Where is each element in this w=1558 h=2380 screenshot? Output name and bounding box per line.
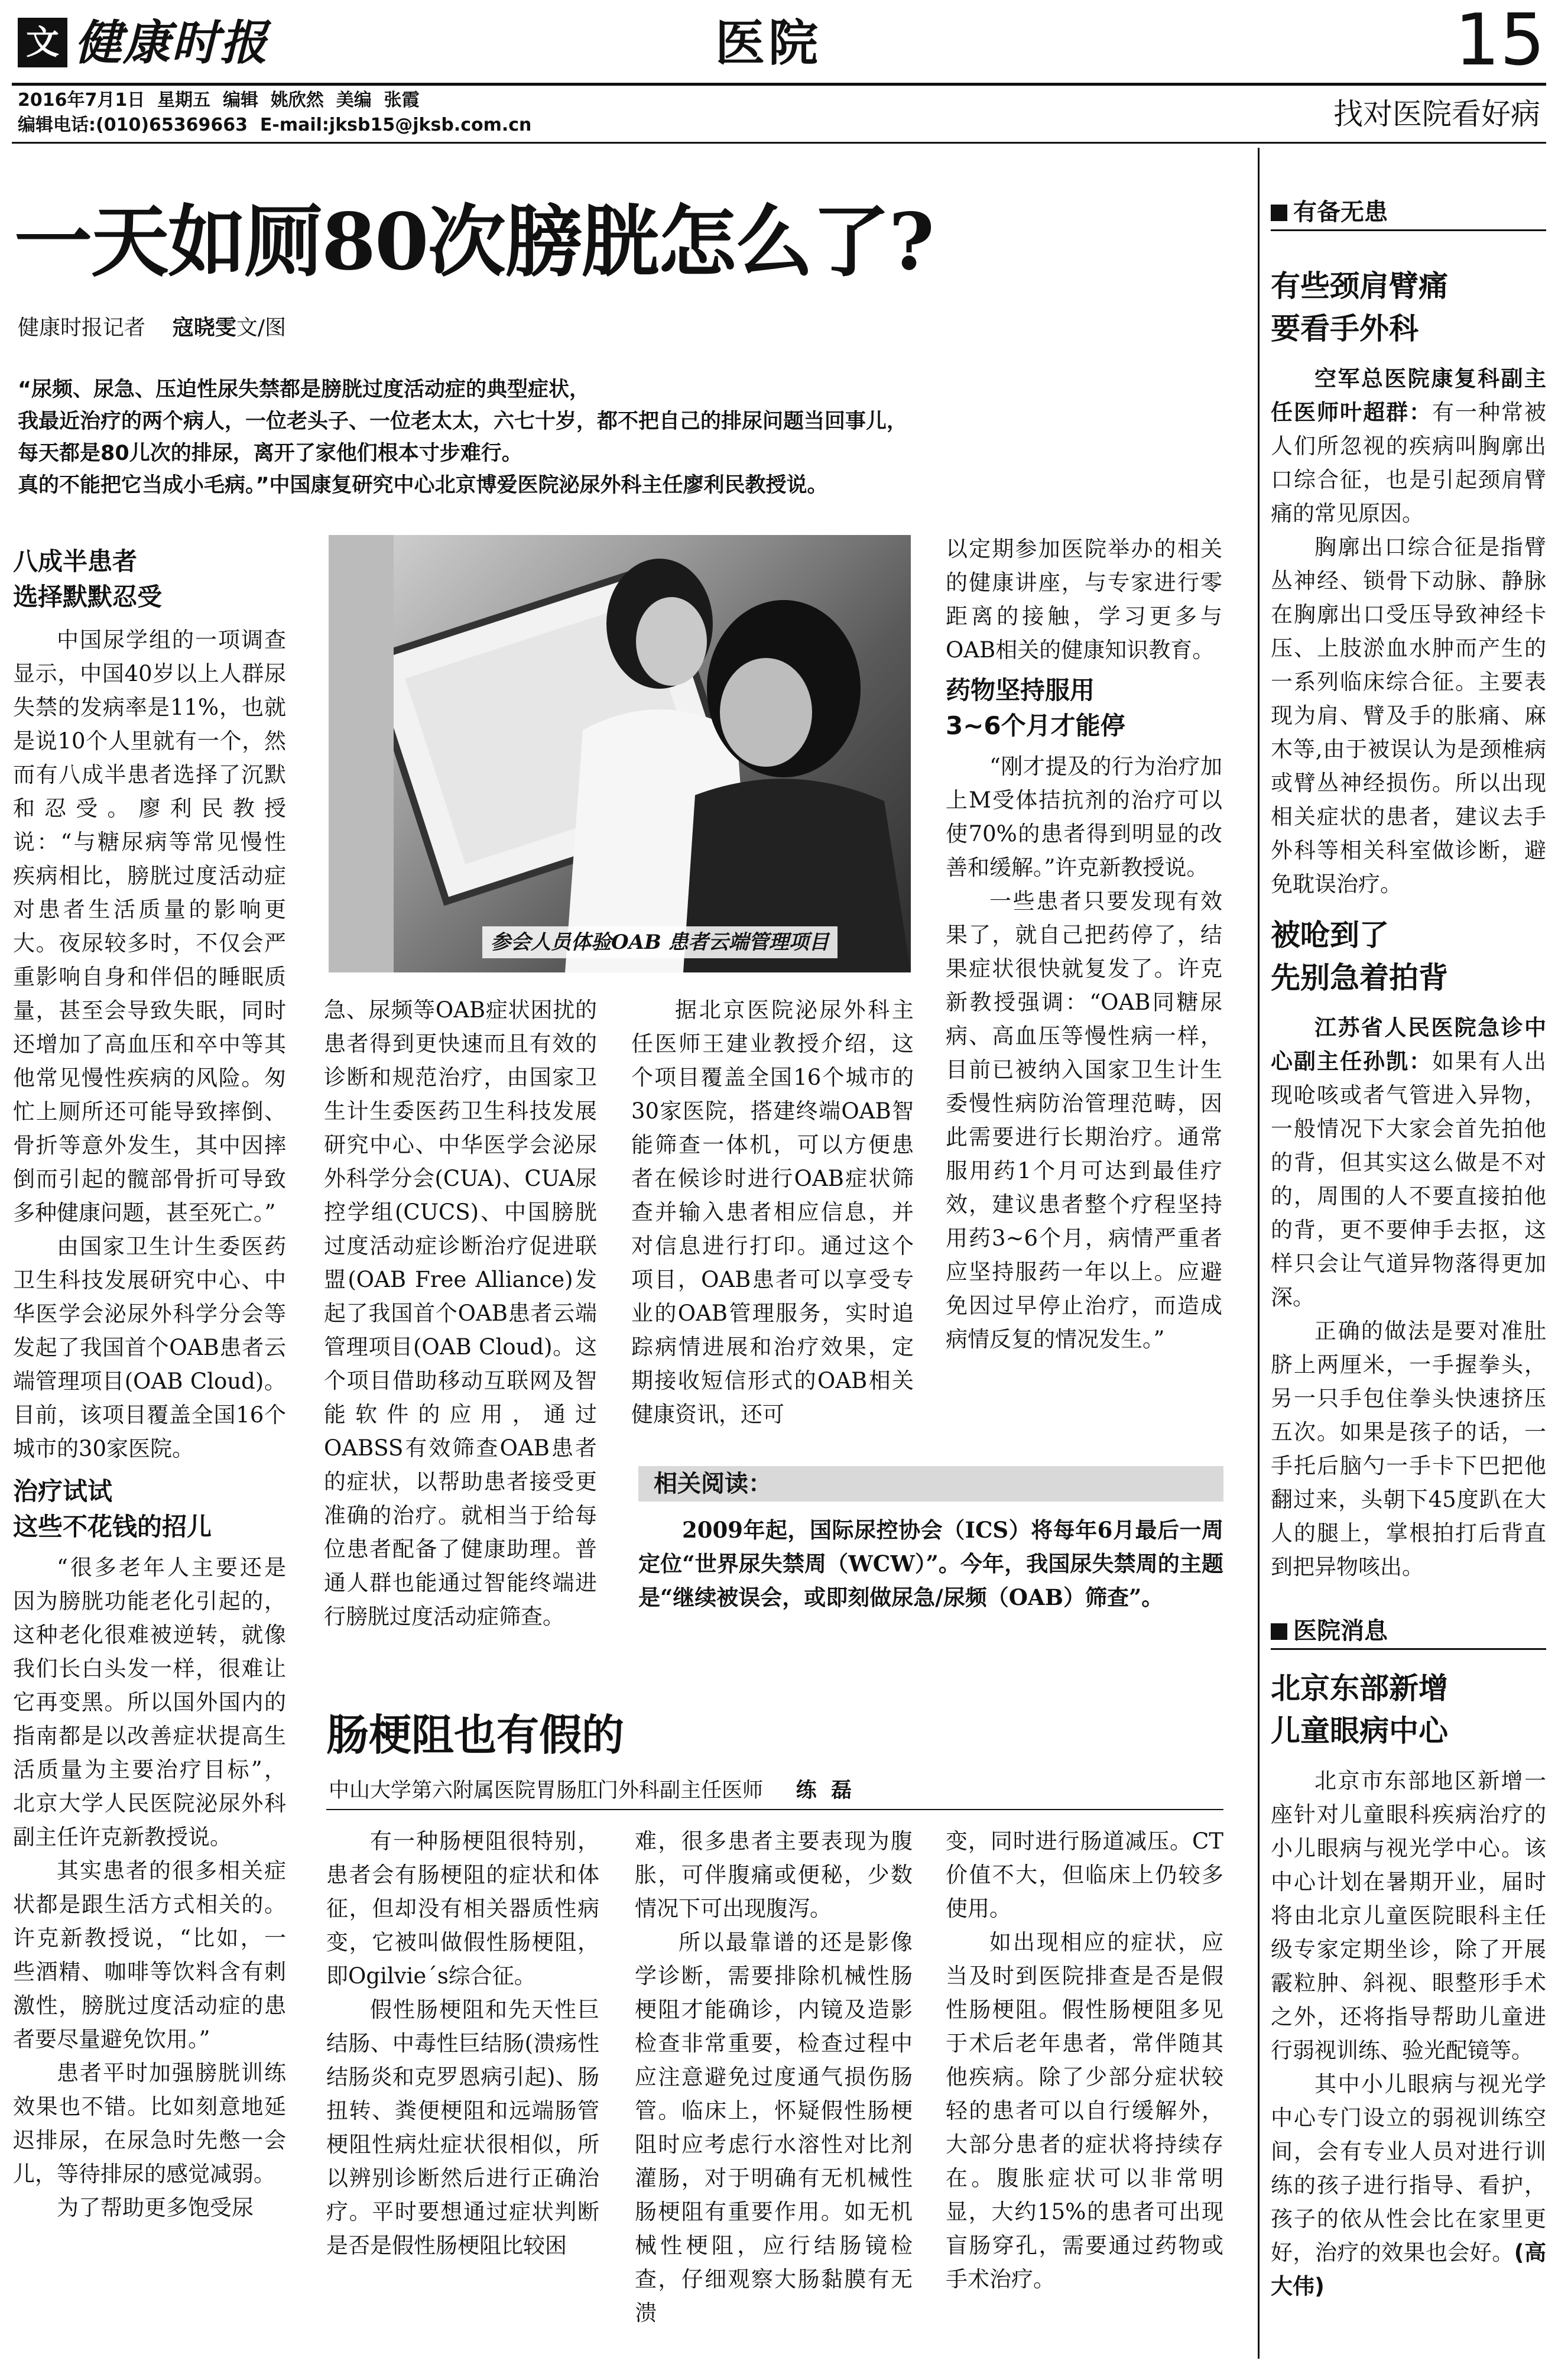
second-column-3 [946, 1824, 1223, 2296]
slogan: 找对医院看好病 [1333, 97, 1540, 131]
subhead-3-line: 药物坚持服用 [946, 676, 1095, 705]
sidebar-section-label: 有备无患 [1293, 199, 1388, 226]
subhead-3 [946, 673, 1222, 744]
sidebar-author: (高大伟) [1271, 2240, 1546, 2299]
body-paragraph: 北京市东部地区新增一座针对儿童眼科疾病治疗的小儿眼病与视光学中心。该中心计划在暑期开业，届时将由北京儿童医院眼科主任级专家定期坐诊，除了开展霰粒肿、斜视、眼整形手术之外，还将指导帮助儿童进行弱视训练、验光配镜等。 [1271, 1768, 1546, 2063]
body-paragraph: 难，很多患者主要表现为腹胀，可伴腹痛或便秘，少数情况下可出现腹泻。 [635, 1828, 913, 1921]
square-bullet-icon [1271, 205, 1287, 221]
body-paragraph: “刚才提及的行为治疗加上M受体拮抗剂的治疗可以使70%的患者得到明显的改善和缓解。”许克新教授说。 [946, 754, 1222, 880]
sidebar-column [1271, 265, 1546, 1584]
subhead-1-line: 八成半患者 [13, 547, 138, 576]
subhead-1-line: 选择默默忍受 [13, 582, 163, 611]
byline-suffix: 文/图 [236, 316, 286, 340]
byline-name: 寇晓雯 [172, 316, 236, 340]
main-lead [18, 374, 1247, 501]
byline-prefix: 健康时报记者 [18, 316, 146, 340]
sidebar-title-line: 有些颈肩臂痛 [1271, 269, 1448, 303]
subhead-3-line: 3~6个月才能停 [946, 711, 1125, 740]
square-bullet-icon [1271, 1623, 1287, 1640]
main-headline: 一天如厕80次膀胱怎么了? [14, 196, 934, 288]
body-paragraph: 正确的做法是要对准肚脐上两厘米，一手握拳头，另一只手包住拳头快速挤压五次。如果是孩子的话，一手托后脑勺一手卡下巴把他翻过来，头朝下45度趴在大人的腿上，掌根拍打后背直到把异物咳出。 [1271, 1318, 1546, 1580]
body-paragraph: 变，同时进行肠道减压。CT价值不大，但临床上仍较多使用。 [946, 1828, 1223, 1921]
main-column-4 [946, 532, 1222, 1356]
second-headline: 肠梗阻也有假的 [326, 1710, 625, 1760]
date-line: 2016年7月1日 星期五 编辑 姚欣然 美编 张霞 [18, 90, 420, 111]
related-reading-text: 2009年起，国际尿控协会（ICS）将每年6月最后一周定位“世界尿失禁周（WCW）”。今年，我国尿失禁周的主题是“继续被误会，或即刻做尿急/尿频（OAB）筛查”。 [638, 1517, 1223, 1610]
sidebar-lead-text: 如果有人出现呛咳或者气管进入异物，一般情况下大家会首先拍他的背，但其实这么做是不对的，周围的人不要直接拍他的背，更不要伸手去抠，这样只会让气道异物落得更加深。 [1271, 1049, 1546, 1310]
body-paragraph: 有一种肠梗阻很特别，患者会有肠梗阻的症状和体征，但却没有相关器质性病变，它被叫做假性肠梗阻，即Ogilvie´s综合征。 [326, 1828, 599, 1989]
body-paragraph: 胸廓出口综合征是指臂丛神经、锁骨下动脉、静脉在胸廓出口受压导致神经卡压、上肢淤血水肿而产生的一系列临床综合征。主要表现为肩、臂及手的胀痛、麻木等,由于被误认为是颈椎病或臂丛神经损伤。所以出现相关症状的患者，建议去手外科等相关科室做诊断，避免耽误治疗。 [1271, 534, 1546, 897]
logo-text: 健康时报 [74, 15, 268, 70]
logo-mark-icon: 文 [18, 18, 67, 67]
section-title: 医院 [715, 14, 822, 72]
page-number: 15 [1455, 0, 1545, 82]
sidebar-column-2 [1271, 1667, 1546, 2303]
subhead-2-line: 这些不花钱的招儿 [13, 1512, 212, 1541]
body-paragraph: 以定期参加医院举办的相关的健康讲座，与专家进行零距离的接触，学习更多与OAB相关的健康知识教育。 [946, 536, 1222, 663]
body-paragraph: “很多老年人主要还是因为膀胱功能老化引起的，这种老化很难被逆转，就像我们长白头发一样，很难让它再变黑。所以国外国内的指南都是以改善症状提高生活质量为主要治疗目标”，北京大学人民医院泌尿外科副主任许克新教授说。 [13, 1555, 286, 1850]
body-paragraph: 中国尿学组的一项调查显示，中国40岁以上人群尿失禁的发病率是11%，也就是说10个人里就有一个，然而有八成半患者选择了沉默和忍受。廖利民教授说：“与糖尿病等常见慢性疾病相比，膀胱过度活动症对患者生活质量的影响更大。夜尿较多时，不仅会严重影响自身和伴侣的睡眠质量，甚至会导致失眠，同时还增加了高血压和卒中等其他常见慢性疾病的风险。匆忙上厕所还可能导致摔倒、骨折等意外发生，其中因摔倒而引起的髋部骨折可导致多种健康问题，甚至死亡。” [13, 627, 286, 1225]
lead-line: 真的不能把它当成小毛病。”中国康复研究中心北京博爱医院泌尿外科主任廖利民教授说。 [18, 474, 828, 497]
second-column-2 [635, 1824, 913, 2330]
sidebar-section-label: 医院消息 [1293, 1617, 1388, 1645]
masthead-top-rule [12, 83, 1546, 86]
sidebar-title-line: 先别急着拍背 [1271, 961, 1448, 995]
body-paragraph: 如出现相应的症状，应当及时到医院排查是否是假性肠梗阻。假性肠梗阻多见于术后老年患者，常伴随其他疾病。除了少部分症状较轻的患者可以自行缓解外，大部分患者的症状将持续存在。腹胀症状可以非常明显，大约15%的患者可出现盲肠穿孔，需要通过药物或手术治疗。 [946, 1930, 1223, 2292]
second-byline-rule [326, 1809, 1223, 1810]
second-byline-affiliation: 中山大学第六附属医院胃肠肛门外科副主任医师 [329, 1779, 764, 1802]
sidebar-section-bar-1 [1271, 195, 1546, 231]
body-paragraph [1271, 1011, 1546, 1314]
lead-line: “尿频、尿急、压迫性尿失禁都是膀胱过度活动症的典型症状， [18, 378, 590, 401]
body-paragraph: 为了帮助更多饱受尿 [57, 2195, 254, 2220]
main-column-2 [324, 993, 597, 1633]
sidebar-title-line: 北京东部新增 [1271, 1671, 1448, 1705]
body-paragraph: 患者平时加强膀胱训练效果也不错。比如刻意地延迟排尿，在尿急时先憋一会儿，等待排尿的感觉减弱。 [13, 2060, 286, 2187]
body-paragraph: 其实患者的很多相关症状都是跟生活方式相关的。许克新教授说，“比如，一些酒精、咖啡等饮料含有刺激性，膀胱过度活动症的患者要尽量避免饮用。” [13, 1858, 286, 2052]
sidebar-title-line: 被呛到了 [1271, 918, 1389, 952]
body-paragraph: 一些患者只要发现有效果了，就自己把药停了，结果症状很快就复发了。许克新教授强调：“OAB同糖尿病、高血压等慢性病一样，目前已被纳入国家卫生计生委慢性病防治管理范畴，因此需要进行长期治疗。通常服用药1个月可达到最佳疗效，建议患者整个疗程坚持用药3~6个月，病情严重者应坚持服药一年以上。应避免因过早停止治疗，而造成病情反复的情况发生。” [946, 889, 1222, 1352]
sidebar-item-2-title [1271, 914, 1546, 999]
sidebar-section-bar-2 [1271, 1614, 1546, 1650]
second-byline-name: 练 磊 [796, 1779, 852, 1802]
body-paragraph [1271, 2067, 1546, 2303]
sidebar-lead-text: 有一种常被人们所忽视的疾病叫胸廓出口综合征，也是引起颈肩臂痛的常见原因。 [1271, 400, 1546, 526]
body-paragraph: 所以最靠谱的还是影像学诊断，需要排除机械性肠梗阻才能确诊，内镜及造影检查非常重要，检查过程中应注意避免过度通气损伤肠管。临床上，怀疑假性肠梗阻时应考虑行水溶性对比剂灌肠，对于明确有无机械性肠梗阻有重要作用。如无机械性梗阻，应行结肠镜检查，仔细观察大肠黏膜有无溃 [635, 1930, 913, 2326]
body-paragraph: 据北京医院泌尿外科主任医师王建业教授介绍，这个项目覆盖全国16个城市的30家医院，搭建终端OAB智能筛查一体机，可以方便患者在候诊时进行OAB症状筛查并输入患者相应信息，并对信息进行打印。通过这个项目，OAB患者可以享受专业的OAB管理服务，实时追踪病情进展和治疗效果，定期接收短信形式的OAB相关健康资讯，还可 [631, 997, 914, 1427]
subhead-1 [13, 544, 286, 615]
photo-illustration [329, 535, 911, 972]
related-reading-box [638, 1466, 1223, 1661]
masthead [0, 0, 1558, 148]
sidebar-lead-name: 空军总医院康复科副主任医师叶超群： [1271, 366, 1546, 425]
photo-caption: 参会人员体验OAB 患者云端管理项目 [482, 926, 838, 958]
article-photo [329, 535, 911, 972]
sidebar-title-line: 儿童眼病中心 [1271, 1714, 1448, 1748]
sidebar-divider [1258, 148, 1260, 2359]
sidebar-title-line: 要看手外科 [1271, 312, 1419, 346]
masthead-bottom-rule [12, 142, 1546, 144]
lead-line: 每天都是80儿次的排尿，离开了家他们根本寸步难行。 [18, 442, 522, 465]
lead-line: 我最近治疗的两个病人，一位老头子、一位老太太，六七十岁，都不把自己的排尿问题当回事儿， [18, 410, 908, 433]
body-paragraph: 急、尿频等OAB症状困扰的患者得到更快速而且有效的诊断和规范治疗，由国家卫生计生委医药卫生科技发展研究中心、中华医学会泌尿外科学分会(CUA)、CUA尿控学组(CUCS)、中国膀胱过度活动症诊断治疗促进联盟(OAB Free Alliance)发起了我国首个OAB患者云端管理项目(OAB Cloud)。这个项目借助移动互联网及智能软件的应用，通过OABSS有效筛查OAB患者的症状，以帮助患者接受更准确的治疗。就相当于给每位患者配备了健康助理。普通人群也能通过智能终端进行膀胱过度活动症筛查。 [324, 997, 597, 1629]
sidebar-lead-name: 江苏省人民医院急诊中心副主任孙凯： [1271, 1015, 1546, 1074]
sidebar-item-1-title [1271, 265, 1546, 350]
subhead-2 [13, 1474, 286, 1545]
second-column-1 [326, 1824, 599, 2262]
body-paragraph: 假性肠梗阻和先天性巨结肠、中毒性巨结肠(溃疡性结肠炎和克罗恩病引起)、肠扭转、粪便梗阻和远端肠管梗阻性病灶症状很相似，所以辨别诊断然后进行正确治疗。平时要想通过症状判断是否是假性肠梗阻比较困 [326, 1997, 599, 2258]
contact-line: 编辑电话:(010)65369663 E-mail:jksb15@jksb.com.cn [18, 115, 532, 135]
sidebar-para-text: 其中小儿眼病与视光学中心专门设立的弱视训练空间，会有专业人员对进行训练的孩子进行指导、看护，孩子的依从性会比在家里更好，治疗的效果也会好。 [1271, 2071, 1546, 2265]
related-reading-title: 相关阅读： [638, 1466, 1223, 1502]
main-column-1 [13, 544, 286, 2225]
main-column-3 [631, 993, 914, 1431]
sidebar-item-3-title [1271, 1667, 1546, 1752]
subhead-2-line: 治疗试试 [13, 1477, 113, 1506]
main-byline [18, 313, 286, 343]
body-paragraph: 由国家卫生计生委医药卫生科技发展研究中心、中华医学会泌尿外科学分会等发起了我国首个OAB患者云端管理项目(OAB Cloud)。目前，该项目覆盖全国16个城市的30家医院。 [13, 1234, 286, 1461]
body-paragraph [1271, 362, 1546, 530]
second-byline [329, 1776, 852, 1805]
